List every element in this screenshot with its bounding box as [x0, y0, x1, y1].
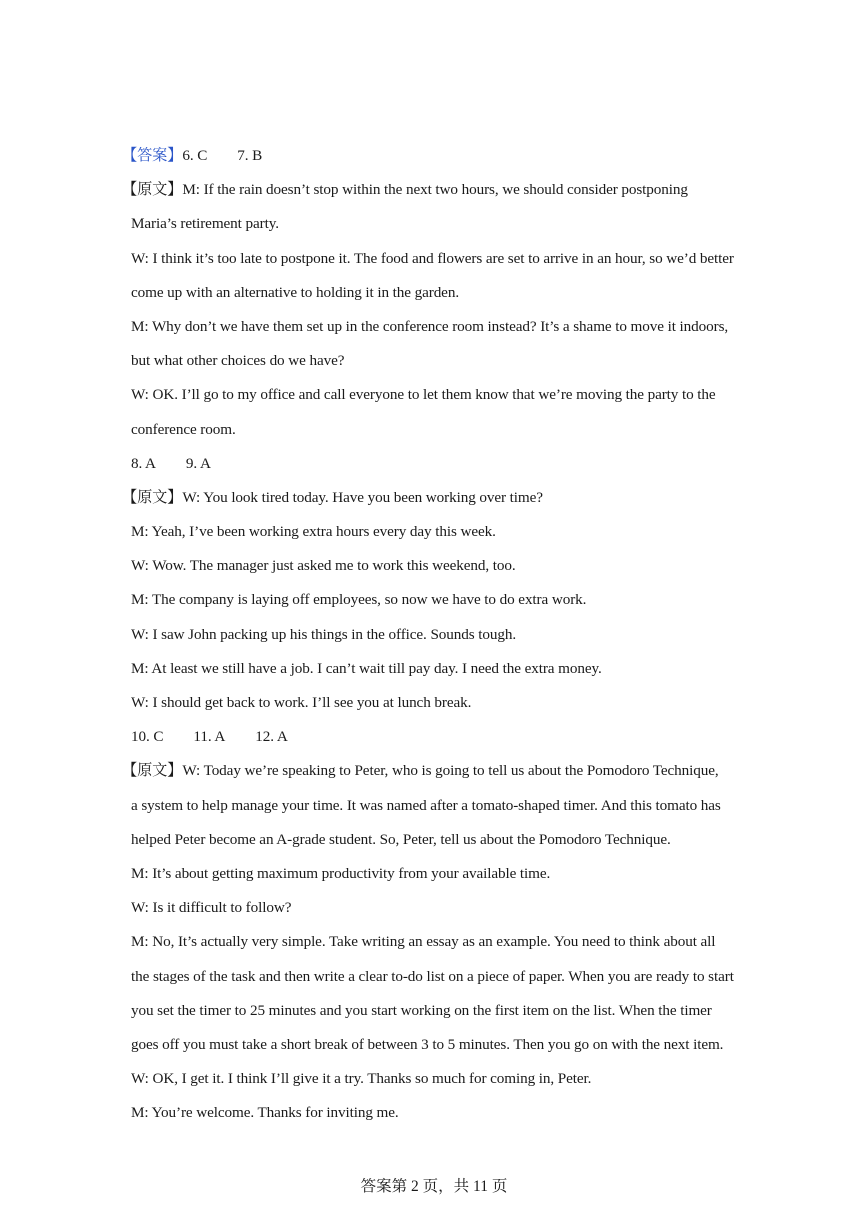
transcript-text: W: You look tired today. Have you been working over time?: [182, 488, 543, 506]
answer-line-10-12: [131, 720, 743, 754]
answer-tag: 【答案】: [122, 147, 183, 164]
transcript-line: W: Is it difficult to follow?: [131, 899, 292, 917]
answer-line-6-7: [122, 139, 743, 173]
transcript-text: M: If the rain doesn’t stop within the next two hours, we should consider postponing: [182, 181, 688, 199]
transcript-line: W: OK, I get it. I think I’ll give it a try. Thanks so much for coming in, Peter.: [131, 1070, 592, 1088]
transcript-line: M: No, It’s actually very simple. Take writing an essay as an example. You need to think about all: [131, 933, 716, 951]
answer-11: 11. A: [193, 728, 226, 746]
transcript-line: you set the timer to 25 minutes and you start working on the first item on the list. When the timer: [131, 1001, 712, 1019]
transcript-line: W: I think it’s too late to postpone it. The food and flowers are set to arrive in an hour, so we’d better: [131, 249, 734, 267]
transcript-line: M: The company is laying off employees, so now we have to do extra work.: [131, 591, 587, 609]
transcript-line: M: You’re welcome. Thanks for inviting me.: [131, 1104, 399, 1122]
transcript-line: helped Peter become an A-grade student. So, Peter, tell us about the Pomodoro Technique.: [131, 830, 671, 848]
transcript-line: W: I should get back to work. I’ll see you at lunch break.: [131, 694, 472, 711]
answer-line-8-9: [131, 447, 743, 481]
transcript-line: the stages of the task and then write a clear to-do list on a piece of paper. When you are ready to start: [131, 967, 734, 985]
transcript-line: [122, 754, 743, 788]
answer-6: 6. C: [182, 147, 208, 164]
transcript-line: [122, 173, 743, 207]
page-footer: 答案第 2 页，共 11 页: [360, 1178, 508, 1195]
answer-10: 10. C: [131, 728, 164, 746]
transcript-line: W: Wow. The manager just asked me to work this weekend, too.: [131, 557, 516, 575]
transcript-line: W: OK. I’ll go to my office and call everyone to let them know that we’re moving the party to the: [131, 386, 716, 404]
transcript-line: M: Yeah, I’ve been working extra hours every day this week.: [131, 523, 496, 541]
transcript-line: but what other choices do we have?: [131, 352, 345, 370]
transcript-line: [122, 481, 743, 515]
transcript-line: come up with an alternative to holding it in the garden.: [131, 283, 460, 301]
transcript-line: M: At least we still have a job. I can’t wait till pay day. I need the extra money.: [131, 659, 602, 677]
transcript-line: goes off you must take a short break of between 3 to 5 minutes. Then you go on with the next item.: [131, 1035, 724, 1053]
transcript-line: M: It’s about getting maximum productivity from your available time.: [131, 864, 551, 882]
transcript-text: W: Today we’re speaking to Peter, who is going to tell us about the Pomodoro Technique,: [182, 762, 719, 780]
answer-7: 7. B: [237, 147, 263, 164]
transcript-line: W: I saw John packing up his things in the office. Sounds tough.: [131, 625, 517, 643]
answer-9: 9. A: [185, 454, 211, 472]
transcript-tag: 【原文】: [122, 488, 183, 506]
answer-12: 12. A: [255, 728, 288, 746]
answer-8: 8. A: [131, 454, 156, 472]
answer-content: [122, 139, 743, 1130]
transcript-tag: 【原文】: [122, 181, 183, 199]
transcript-line: conference room.: [131, 420, 236, 438]
transcript-line: Maria’s retirement party.: [131, 215, 279, 233]
transcript-tag: 【原文】: [122, 762, 183, 780]
transcript-line: a system to help manage your time. It was named after a tomato-shaped timer. And this tomato has: [131, 796, 721, 814]
transcript-line: M: Why don’t we have them set up in the conference room instead? It’s a shame to move it indoors,: [131, 317, 729, 335]
